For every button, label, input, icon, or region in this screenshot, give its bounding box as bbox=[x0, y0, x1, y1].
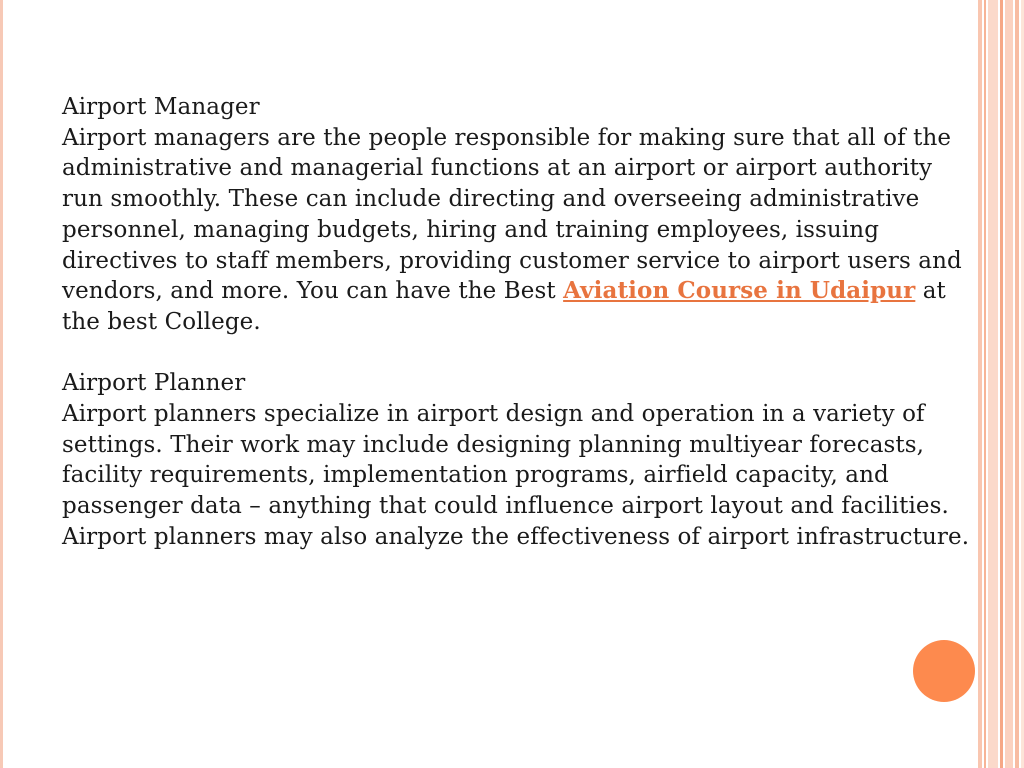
section-body-airport-planner: Airport planners specialize in airport design and operation in a variety of settings. Their work may include designing planning multiyear forecasts, facility requirements, implementation programs, airfield capacity, and passenger data – anything that could influence airport layout and facilities. Airport planners may also analyze the effectiveness of airport infrastructure. bbox=[62, 401, 970, 550]
orange-circle-icon bbox=[913, 640, 975, 702]
aviation-course-link[interactable]: Aviation Course in Udaipur bbox=[563, 277, 916, 305]
paragraph-spacer bbox=[62, 338, 972, 369]
slide-body bbox=[62, 92, 972, 553]
section-heading-airport-planner: Airport Planner bbox=[62, 370, 246, 397]
airport-manager-text: Airport managers are the people responsible for making sure that all of the administrative and managerial functions at an airport or airport authority run smoothly. These can include directing and overseeing administrative personnel, managing budgets, hiring and training employees, issuing directives to staff members, providing customer service to airport users and vendors, and more. You can have the Best bbox=[62, 124, 962, 305]
right-striped-border bbox=[978, 0, 1024, 768]
airport-manager-text-end: at the best College. bbox=[62, 278, 946, 335]
section-heading-airport-manager: Airport Manager bbox=[62, 94, 260, 120]
left-edge-stripe bbox=[0, 0, 3, 768]
section-body-airport-manager bbox=[62, 123, 972, 338]
